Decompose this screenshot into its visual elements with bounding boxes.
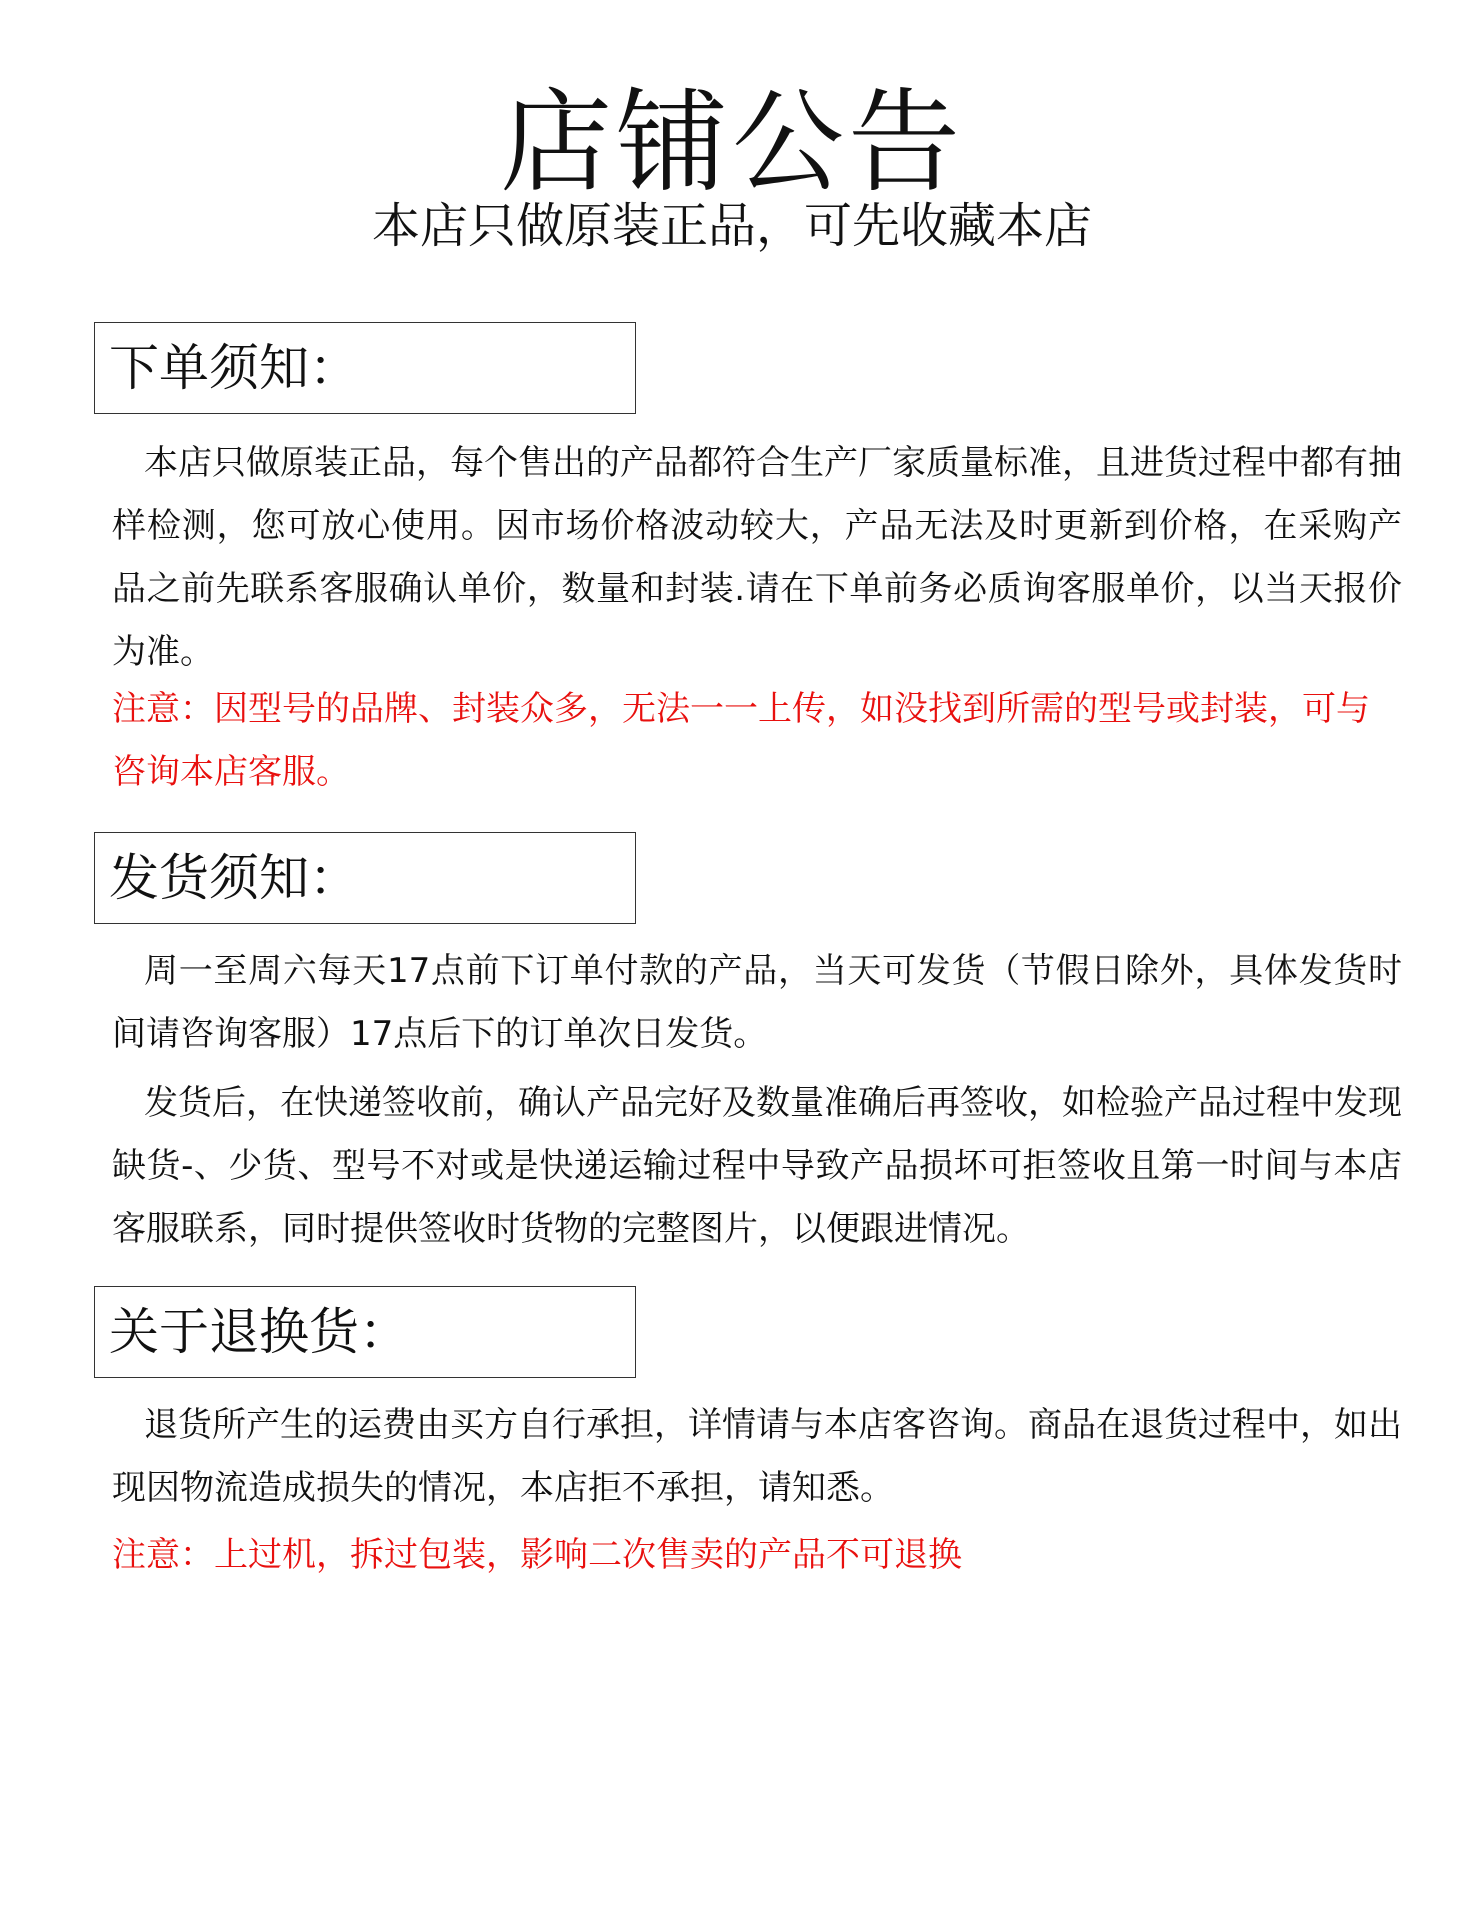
section-heading-shipping-label: 发货须知： bbox=[109, 849, 359, 907]
section-heading-order bbox=[94, 322, 636, 414]
returns-warning: 注意：上过机，拆过包装，影响二次售卖的产品不可退换 bbox=[112, 1535, 962, 1575]
order-notice-paragraph: 本店只做原装正品，每个售出的产品都符合生产厂家质量标准，且进货过程中都有抽样检测，您可放心使用。因市场价格波动较大，产品无法及时更新到价格，在采购产品之前先联系客服确认单价，数量和封装.请在下单前务必质询客服单价，以当天报价为准。 bbox=[112, 443, 1402, 672]
returns-paragraph: 退货所产生的运费由买方自行承担，详情请与本店客咨询。商品在退货过程中，如出现因物流造成损失的情况，本店拒不承担，请知悉。 bbox=[112, 1405, 1402, 1508]
page-title: 店铺公告 bbox=[500, 78, 964, 208]
shipping-time-paragraph: 周一至周六每天17点前下订单付款的产品，当天可发货（节假日除外，具体发货时间请咨询客服）17点后下的订单次日发货。 bbox=[112, 951, 1402, 1054]
shipping-receipt-paragraph: 发货后，在快递签收前，确认产品完好及数量准确后再签收，如检验产品过程中发现缺货-、少货、型号不对或是快递运输过程中导致产品损坏可拒签收且第一时间与本店客服联系，同时提供签收时货物的完整图片，以便跟进情况。 bbox=[112, 1083, 1402, 1249]
section-heading-returns-label: 关于退换货： bbox=[109, 1303, 409, 1361]
section-heading-shipping bbox=[94, 832, 636, 924]
page-subtitle: 本店只做原装正品，可先收藏本店 bbox=[371, 198, 1092, 254]
section-heading-returns bbox=[94, 1286, 636, 1378]
section-heading-order-label: 下单须知： bbox=[109, 339, 359, 397]
order-notice-warning: 注意：因型号的品牌、封装众多，无法一一上传，如没找到所需的型号或封装，可与咨询本店客服。 bbox=[112, 689, 1370, 792]
